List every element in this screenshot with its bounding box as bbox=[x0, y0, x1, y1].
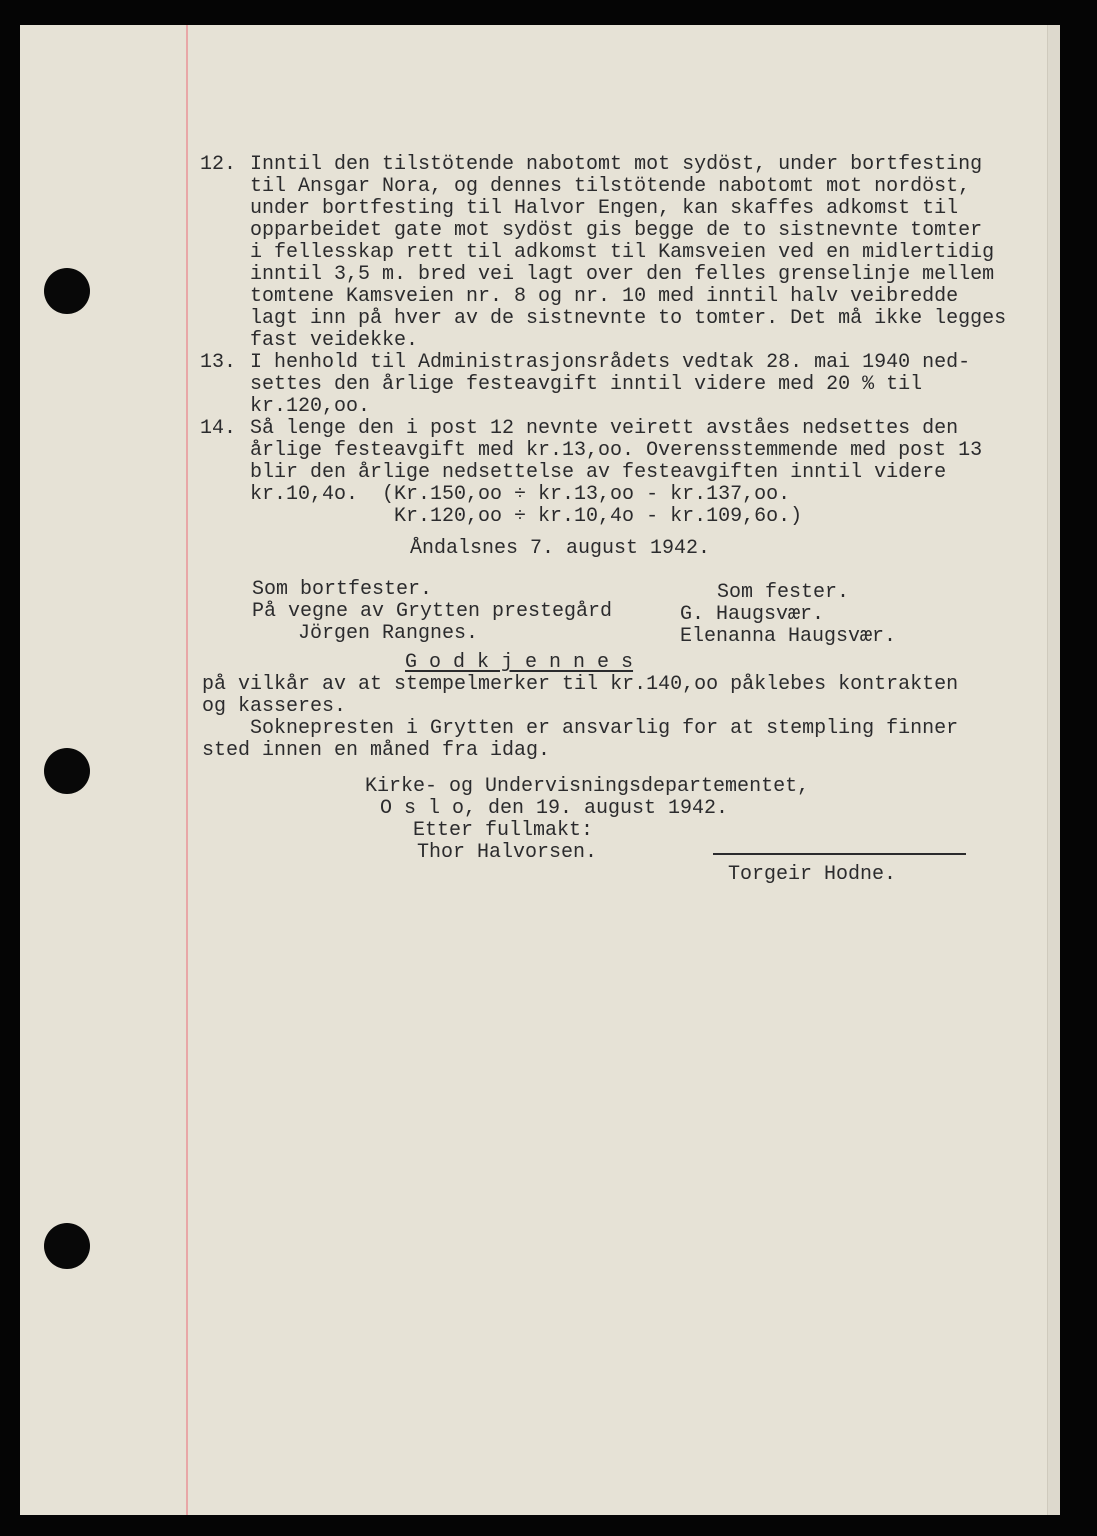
text-line: til Ansgar Nora, og dennes tilstötende nabotomt mot nordöst, bbox=[250, 175, 971, 198]
text-line: kr.10,4o. (Kr.150,oo ÷ kr.13,oo - kr.137,oo. bbox=[250, 483, 791, 506]
item-number: 12. bbox=[200, 153, 237, 176]
approval-line: Soknepresten i Grytten er ansvarlig for at stempling finner bbox=[202, 717, 959, 740]
approval-heading: G o d k j e n n e s bbox=[405, 651, 634, 674]
lessee-role: Som fester. bbox=[717, 581, 850, 604]
punch-hole bbox=[44, 748, 90, 794]
text-line: årlige festeavgift med kr.13,oo. Overensstemmende med post 13 bbox=[250, 439, 983, 462]
document-page bbox=[20, 25, 1060, 1515]
lessee-name: Elenanna Haugsvær. bbox=[680, 625, 897, 648]
signature-line bbox=[713, 853, 966, 855]
lessor-on-behalf: På vegne av Grytten prestegård bbox=[252, 600, 613, 623]
punch-hole bbox=[44, 1223, 90, 1269]
text-line: opparbeidet gate mot sydöst gis begge de to sistnevnte tomter bbox=[250, 219, 983, 242]
text-line: inntil 3,5 m. bred vei lagt over den felles grenselinje mellem bbox=[250, 263, 995, 286]
ministry-place-date: O s l o, den 19. august 1942. bbox=[380, 797, 729, 820]
ministry-countersigner: Torgeir Hodne. bbox=[728, 863, 897, 886]
text-line: blir den årlige nedsettelse av festeavgiften inntil videre bbox=[250, 461, 947, 484]
text-line: lagt inn på hver av de sistnevnte to tomter. Det må ikke legges bbox=[250, 307, 1007, 330]
text-line: settes den årlige festeavgift inntil videre med 20 % til bbox=[250, 373, 923, 396]
text-line: fast veidekke. bbox=[250, 329, 419, 352]
text-line: i fellesskap rett til adkomst til Kamsveien ved en midlertidig bbox=[250, 241, 995, 264]
approval-line: på vilkår av at stempelmerker til kr.140,oo påklebes kontrakten bbox=[202, 673, 959, 696]
text-line: tomtene Kamsveien nr. 8 og nr. 10 med inntil halv veibredde bbox=[250, 285, 959, 308]
ministry-authority: Etter fullmakt: bbox=[413, 819, 594, 842]
approval-line: sted innen en måned fra idag. bbox=[202, 739, 551, 762]
place-date: Åndalsnes 7. august 1942. bbox=[410, 537, 711, 560]
lessor-name: Jörgen Rangnes. bbox=[298, 622, 479, 645]
text-line: Så lenge den i post 12 nevnte veirett avståes nedsettes den bbox=[250, 417, 959, 440]
text-line: Kr.120,oo ÷ kr.10,4o - kr.109,6o.) bbox=[250, 505, 803, 528]
lessee-name: G. Haugsvær. bbox=[680, 603, 825, 626]
text-line: I henhold til Administrasjonsrådets vedtak 28. mai 1940 ned- bbox=[250, 351, 971, 374]
ministry-name: Kirke- og Undervisningsdepartementet, bbox=[365, 775, 810, 798]
approval-line: og kasseres. bbox=[202, 695, 347, 718]
punch-hole bbox=[44, 268, 90, 314]
item-number: 14. bbox=[200, 417, 237, 440]
ministry-signer: Thor Halvorsen. bbox=[417, 841, 598, 864]
item-number: 13. bbox=[200, 351, 237, 374]
text-line: under bortfesting til Halvor Engen, kan skaffes adkomst til bbox=[250, 197, 959, 220]
text-line: kr.120,oo. bbox=[250, 395, 371, 418]
attached-sheet-edge bbox=[1047, 25, 1060, 1515]
margin-line bbox=[186, 25, 188, 1515]
text-line: Inntil den tilstötende nabotomt mot sydöst, under bortfesting bbox=[250, 153, 983, 176]
lessor-role: Som bortfester. bbox=[252, 578, 433, 601]
